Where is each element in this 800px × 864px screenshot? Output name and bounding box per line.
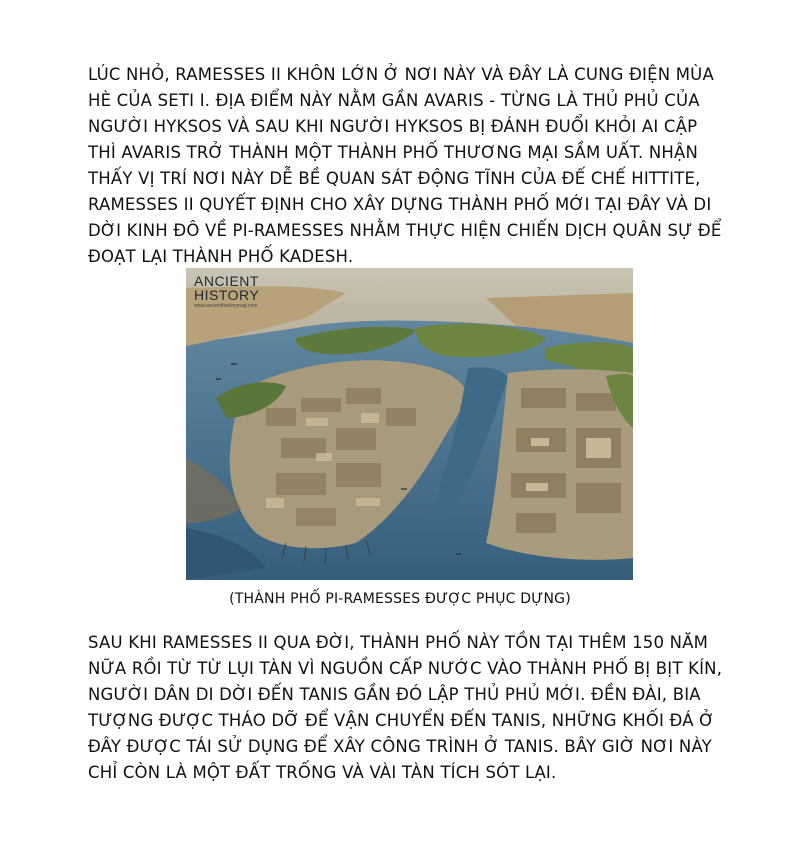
image-caption: (THÀNH PHỐ PI-RAMESSES ĐƯỢC PHỤC DỰNG): [229, 591, 571, 607]
text-line: TƯỢNG ĐƯỢC THÁO DỠ ĐỂ VẬN CHUYỂN ĐẾN TANIS, NHỮNG KHỐI ĐÁ Ở: [88, 711, 715, 730]
text-line: DỜI KINH ĐÔ VỀ PI-RAMESSES NHẰM THỰC HIỆN CHIẾN DỊCH QUÂN SỰ ĐỂ: [88, 221, 722, 240]
aerial-city-illustration: [186, 268, 633, 580]
text-line: LÚC NHỎ, RAMESSES II KHÔN LỚN Ở NƠI NÀY VÀ ĐÂY LÀ CUNG ĐIỆN MÙA: [88, 65, 714, 84]
text-line: HÈ CỦA SETI I. ĐỊA ĐIỂM NÀY NẰM GẦN AVARIS - TỪNG LÀ THỦ PHỦ CỦA: [88, 91, 700, 110]
text-line: ĐÂY ĐƯỢC TÁI SỬ DỤNG ĐỂ XÂY CÔNG TRÌNH Ở TANIS. BÂY GIỜ NƠI NÀY: [88, 737, 712, 756]
text-line: RAMESSES II QUYẾT ĐỊNH CHO XÂY DỰNG THÀNH PHỐ MỚI TẠI ĐÂY VÀ DI: [88, 195, 712, 214]
city-reconstruction-image: [186, 268, 633, 580]
paragraph-intro: [88, 62, 728, 270]
text-line: THẤY VỊ TRÍ NƠI NÀY DỄ BỀ QUAN SÁT ĐỘNG TĨNH CỦA ĐẾ CHẾ HITTITE,: [88, 169, 701, 188]
text-line: THÌ AVARIS TRỞ THÀNH MỘT THÀNH PHỐ THƯƠNG MẠI SẦM UẤT. NHẬN: [88, 143, 699, 162]
text-line: NỮA RỒI TỪ TỪ LỤI TÀN VÌ NGUỒN CẤP NƯỚC VÀO THÀNH PHỐ BỊ BỊT KÍN,: [88, 659, 723, 678]
logo-url: www.ancienthistorymag.com: [194, 303, 258, 309]
logo-text: HISTORY: [194, 287, 260, 303]
paragraph-aftermath: [88, 630, 728, 786]
ancient-history-logo: [194, 274, 259, 309]
text-line: NGƯỜI HYKSOS VÀ SAU KHI NGƯỜI HYKSOS BỊ ĐÁNH ĐUỔI KHỎI AI CẬP: [88, 117, 698, 136]
text-line: SAU KHI RAMESSES II QUA ĐỜI, THÀNH PHỐ NÀY TỒN TẠI THÊM 150 NĂM: [88, 633, 709, 652]
text-line: ĐOẠT LẠI THÀNH PHỐ KADESH.: [88, 247, 354, 266]
text-line: CHỈ CÒN LÀ MỘT ĐẤT TRỐNG VÀ VÀI TÀN TÍCH SÓT LẠI.: [88, 763, 557, 782]
logo-text: ANCIENT: [194, 273, 259, 289]
text-line: NGƯỜI DÂN DI DỜI ĐẾN TANIS GẦN ĐÓ LẬP THỦ PHỦ MỚI. ĐỀN ĐÀI, BIA: [88, 685, 701, 704]
